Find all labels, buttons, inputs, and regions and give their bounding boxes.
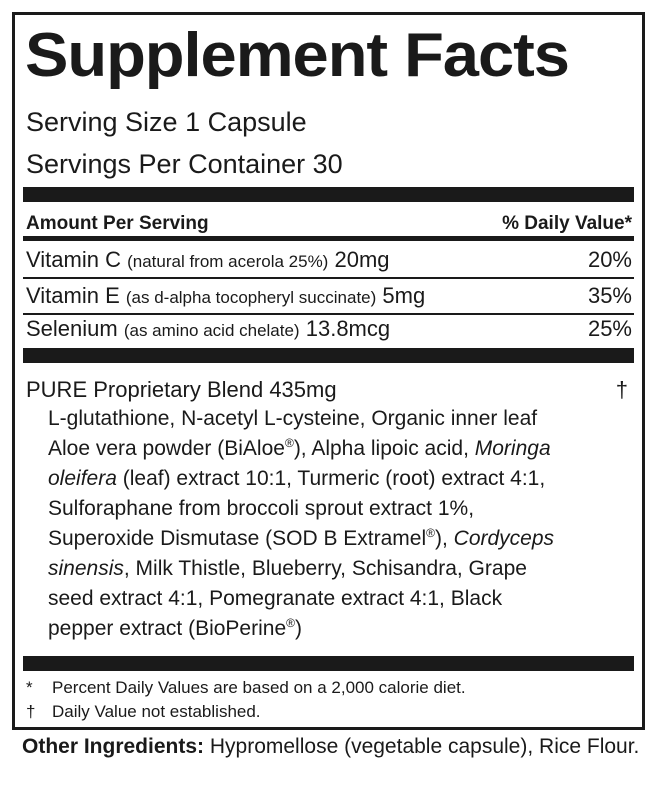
footnote-mark: * (26, 678, 33, 697)
serving-size: Serving Size 1 Capsule (26, 107, 307, 137)
row-divider (23, 277, 634, 279)
other-ingredients-text: Hypromellose (vegetable capsule), Rice Flour. (204, 735, 640, 758)
nutrient-row (26, 314, 632, 344)
ingredient-line: pepper extract (BioPerine®) (48, 616, 302, 640)
thick-divider (23, 348, 634, 363)
servings-per-container: Servings Per Container 30 (26, 149, 343, 179)
ingredient-line: Superoxide Dismutase (SOD B Extramel®), Cordyceps (48, 526, 555, 550)
proprietary-blend-row (26, 376, 632, 404)
amount-per-serving-header: Amount Per Serving (26, 213, 209, 234)
registered-mark: ® (284, 436, 294, 450)
nutrient-source: (as amino acid chelate) (123, 321, 300, 340)
nutrient-source: (as d-alpha tocopheryl succinate) (125, 288, 377, 307)
footnote-text: Daily Value not established. (52, 702, 261, 721)
nutrient-name: Vitamin C (26, 247, 121, 272)
ingredient-line: Sulforaphane from broccoli sprout extract 1%, (48, 497, 475, 520)
nutrient-amount: 5mg (382, 283, 426, 308)
footnote-dv-not-established (26, 701, 261, 723)
ingredient-line: L-glutathione, N-acetyl L-cysteine, Organic inner leaf (48, 407, 538, 430)
supplement-facts-panel (12, 12, 645, 730)
footnote-text: Percent Daily Values are based on a 2,000 calorie diet. (52, 678, 466, 697)
blend-daily-value: † (615, 377, 628, 402)
thick-divider (23, 656, 634, 671)
footnote-mark: † (26, 702, 36, 721)
registered-mark: ® (286, 616, 295, 630)
thick-divider (23, 187, 634, 202)
nutrient-daily-value: 35% (587, 283, 632, 308)
ingredient-line: Aloe vera powder (BiAloe®), Alpha lipoic acid, Moringa (48, 436, 551, 460)
blend-ingredients (48, 404, 646, 644)
nutrient-row (26, 245, 632, 275)
nutrient-name: Vitamin E (26, 283, 120, 308)
nutrient-amount: 20mg (334, 247, 390, 272)
daily-value-header: % Daily Value* (502, 213, 632, 234)
ingredient-line: sinensis, Milk Thistle, Blueberry, Schisandra, Grape (48, 557, 527, 580)
registered-mark: ® (426, 526, 435, 540)
medium-divider (23, 236, 634, 241)
ingredient-line: seed extract 4:1, Pomegranate extract 4:1, Black (48, 587, 503, 610)
footnote-percent-dv (26, 677, 466, 699)
other-ingredients-label: Other Ingredients: (22, 735, 205, 758)
nutrient-row (26, 281, 632, 311)
ingredient-line: oleifera (leaf) extract 10:1, Turmeric (root) extract 4:1, (48, 467, 546, 490)
other-ingredients (22, 733, 642, 760)
nutrient-daily-value: 25% (587, 316, 632, 341)
nutrient-amount: 13.8mcg (305, 316, 391, 341)
nutrient-name: Selenium (26, 316, 118, 341)
nutrient-daily-value: 20% (587, 247, 632, 272)
blend-name: PURE Proprietary Blend 435mg (26, 377, 337, 402)
nutrient-source: (natural from acerola 25%) (127, 252, 329, 271)
panel-title: Supplement Facts (25, 21, 569, 90)
